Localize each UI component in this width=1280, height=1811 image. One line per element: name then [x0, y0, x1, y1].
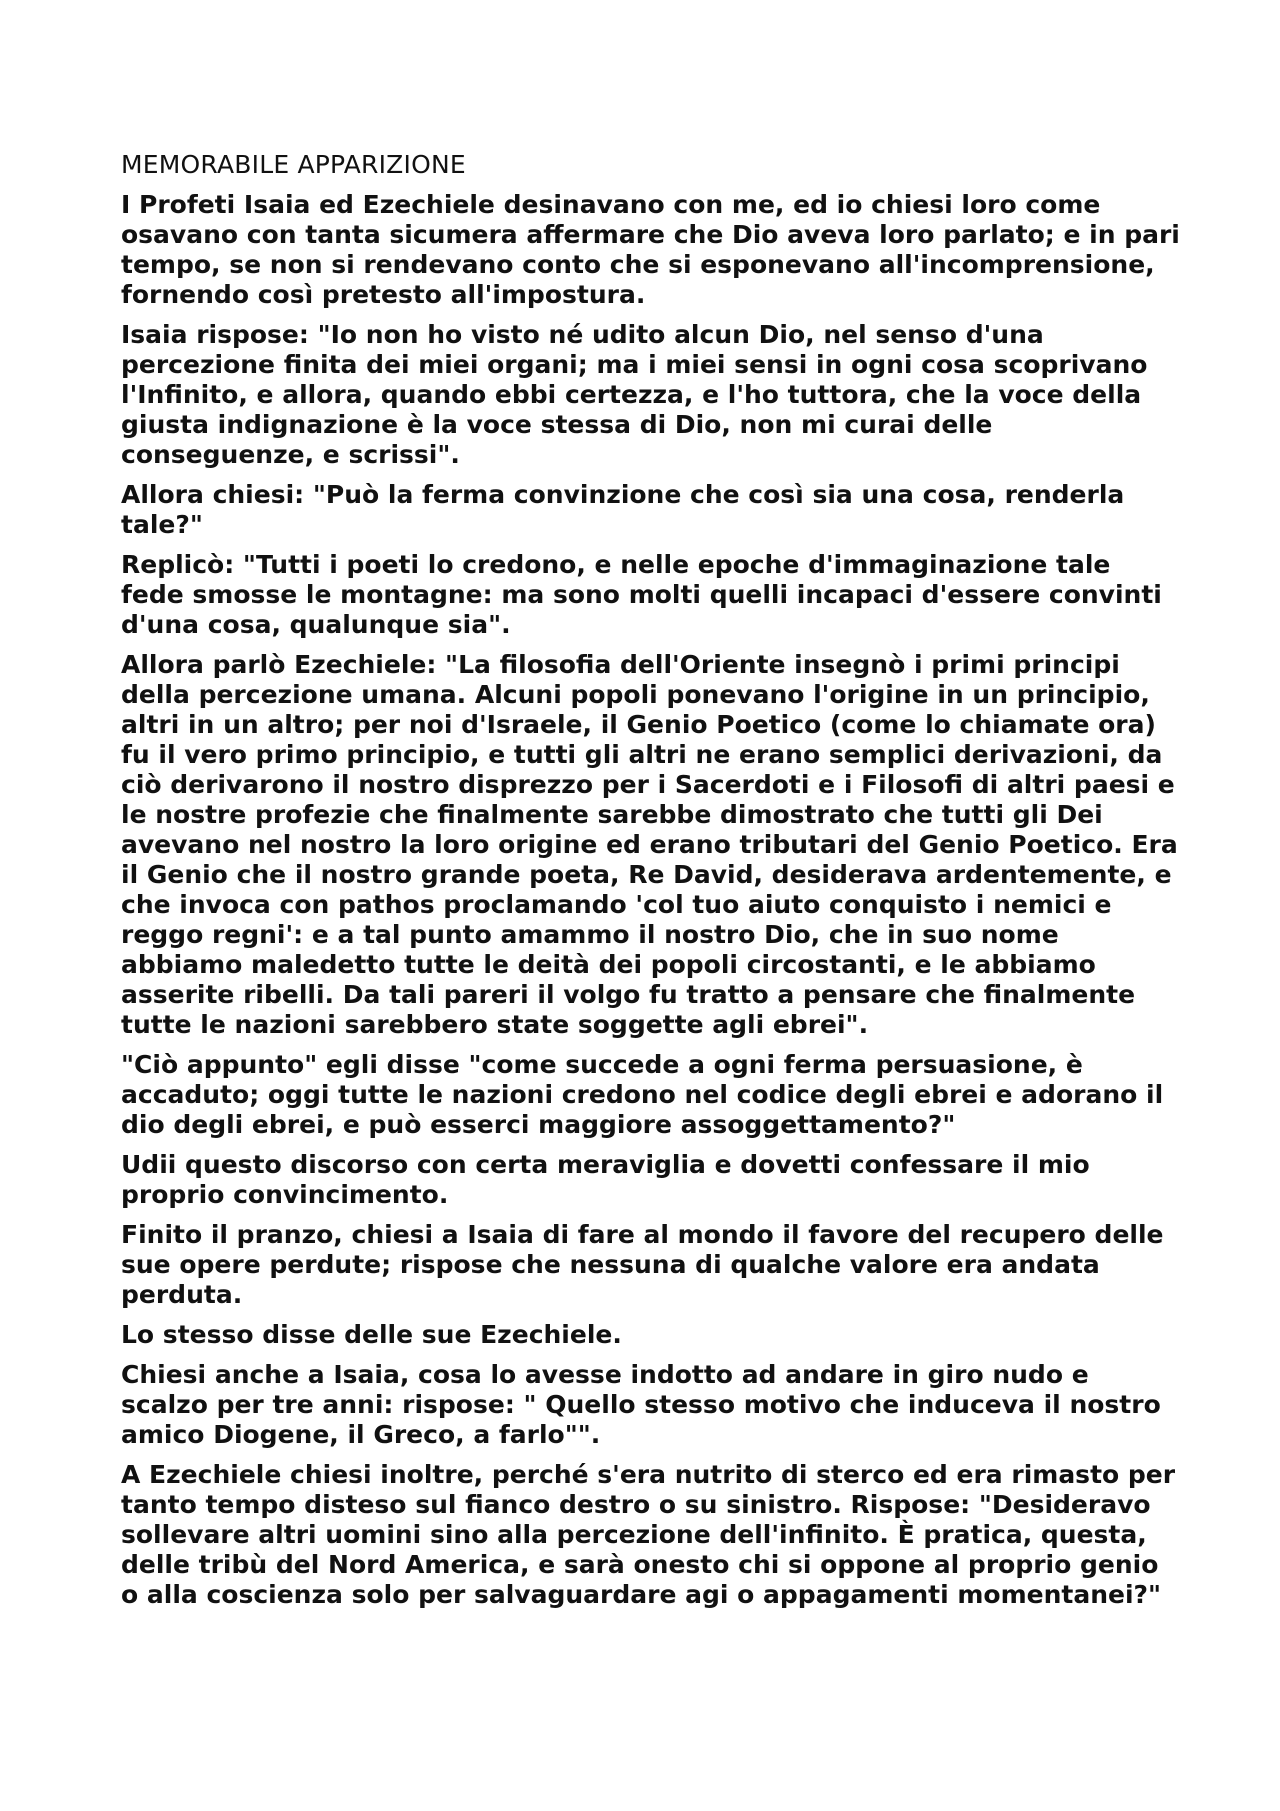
paragraph: Isaia rispose: "Io non ho visto né udito alcun Dio, nel senso d'una percezione finita dei miei organi; ma i miei sensi in ogni cosa scoprivano l'Infinito, e allora, quando ebbi certezza, e l'ho tuttora, che la voce della giusta indignazione è la voce stessa di Dio, non mi curai delle conseguenze, e scrissi".	[121, 320, 1148, 469]
paragraph: Allora parlò Ezechiele: "La filosofia dell'Oriente insegnò i primi principi della percezione umana. Alcuni popoli ponevano l'origine in un principio, altri in un altro; per noi d'Israele, il Genio Poetico (come lo chiamate ora) fu il vero primo principio, e tutti gli altri ne erano semplici derivazioni, da ciò derivarono il nostro disprezzo per i Sacerdoti e i Filosofi di altri paesi e le nostre profezie che finalmente sarebbe dimostrato che tutti gli Dei avevano nel nostro la loro origine ed erano tributari del Genio Poetico. Era il Genio che il nostro grande poeta, Re David, desiderava ardentemente, e che invoca con pathos proclamando 'col tuo aiuto conquisto i nemici e reggo regni': e a tal punto amammo il nostro Dio, che in suo nome abbiamo maledetto tutte le deità dei popoli circostanti, e le abbiamo asserite ribelli. Da tali pareri il volgo fu tratto a pensare che finalmente tutte le nazioni sarebbero state soggette agli ebrei".	[121, 650, 1178, 1039]
document-page	[121, 150, 1181, 1620]
document-title: MEMORABILE APPARIZIONE	[121, 150, 466, 179]
paragraph: Chiesi anche a Isaia, cosa lo avesse indotto ad andare in giro nudo e scalzo per tre anni: rispose: " Quello stesso motivo che induceva il nostro amico Diogene, il Greco, a farlo"".	[121, 1360, 1161, 1449]
paragraph: I Profeti Isaia ed Ezechiele desinavano con me, ed io chiesi loro come osavano con tanta sicumera affermare che Dio aveva loro parlato; e in pari tempo, se non si rendevano conto che si esponevano all'incomprensione, fornendo così pretesto all'impostura.	[121, 190, 1180, 309]
paragraph: Allora chiesi: "Può la ferma convinzione che così sia una cosa, renderla tale?"	[121, 480, 1125, 539]
paragraph: Finito il pranzo, chiesi a Isaia di fare al mondo il favore del recupero delle sue opere perdute; rispose che nessuna di qualche valore era andata perduta.	[121, 1220, 1164, 1309]
paragraph: Replicò: "Tutti i poeti lo credono, e nelle epoche d'immaginazione tale fede smosse le montagne: ma sono molti quelli incapaci d'essere convinti d'una cosa, qualunque sia".	[121, 550, 1162, 639]
paragraph: Lo stesso disse delle sue Ezechiele.	[121, 1320, 622, 1349]
paragraph: A Ezechiele chiesi inoltre, perché s'era nutrito di sterco ed era rimasto per tanto tempo disteso sul fianco destro o su sinistro. Rispose: "Desideravo sollevare altri uomini sino alla percezione dell'infinito. È pratica, questa, delle tribù del Nord America, e sarà onesto chi si oppone al proprio genio o alla coscienza solo per salvaguardare agi o appagamenti momentanei?"	[121, 1460, 1176, 1609]
paragraph: "Ciò appunto" egli disse "come succede a ogni ferma persuasione, è accaduto; oggi tutte le nazioni credono nel codice degli ebrei e adorano il dio degli ebrei, e può esserci maggiore assoggettamento?"	[121, 1050, 1164, 1139]
paragraph: Udii questo discorso con certa meraviglia e dovetti confessare il mio proprio convincimento.	[121, 1150, 1090, 1209]
